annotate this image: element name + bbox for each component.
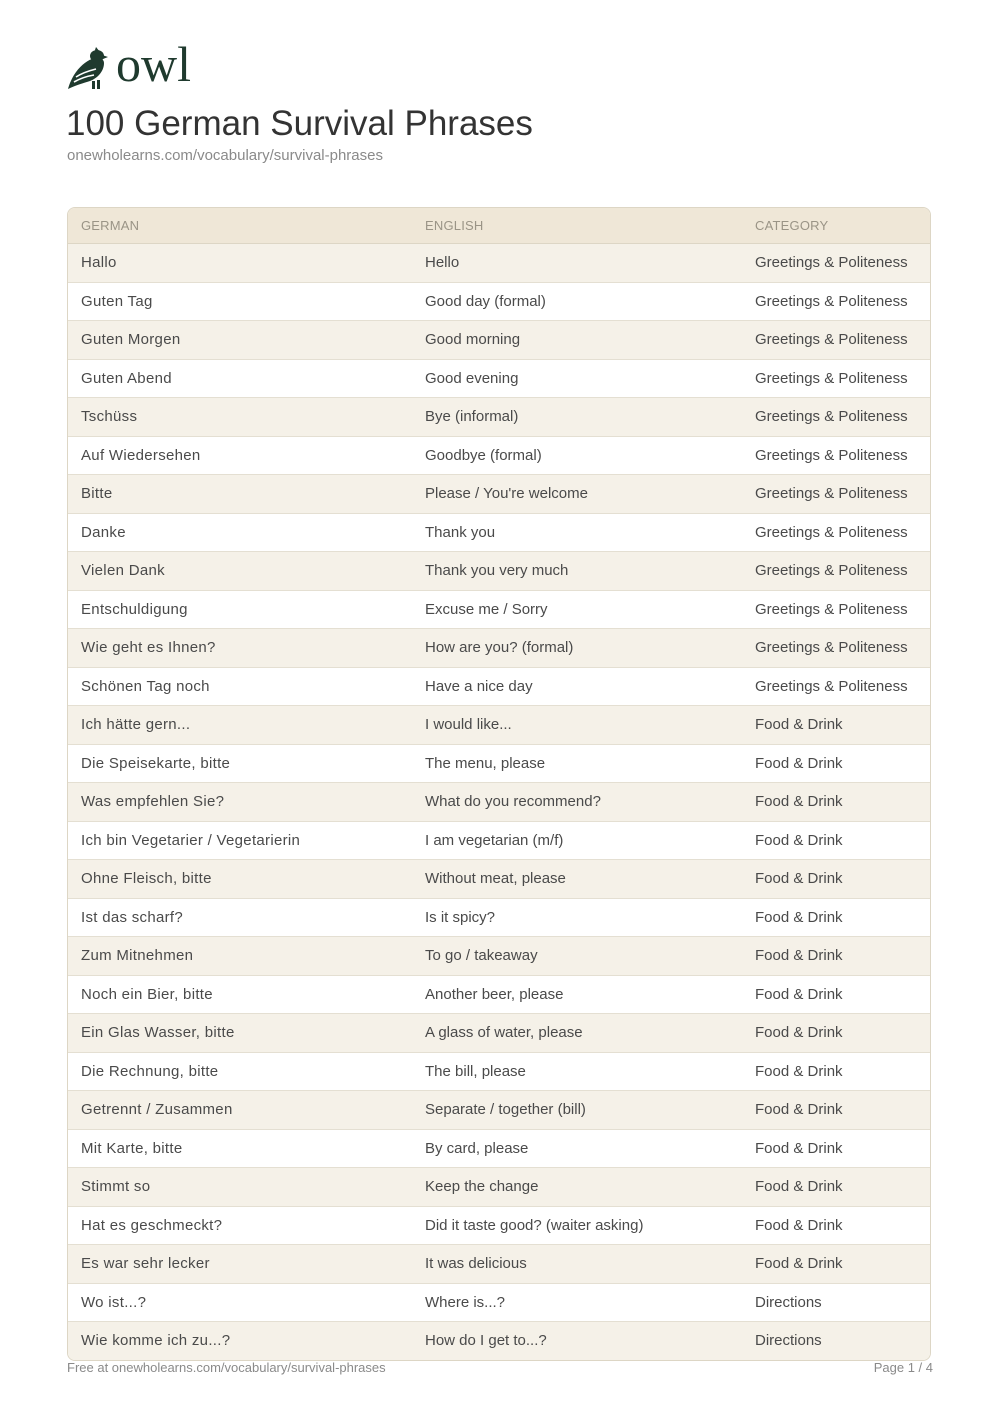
german-cell: Ist das scharf?	[68, 898, 412, 937]
german-cell: Getrennt / Zusammen	[68, 1091, 412, 1130]
german-cell: Die Speisekarte, bitte	[68, 744, 412, 783]
category-cell: Greetings & Politeness	[742, 475, 930, 514]
table-row	[68, 244, 930, 283]
english-cell: Separate / together (bill)	[412, 1091, 742, 1130]
german-cell: Was empfehlen Sie?	[68, 783, 412, 822]
german-cell: Hallo	[68, 244, 412, 283]
category-cell: Greetings & Politeness	[742, 321, 930, 360]
table-header-row	[68, 208, 930, 244]
category-cell: Food & Drink	[742, 860, 930, 899]
german-cell: Ohne Fleisch, bitte	[68, 860, 412, 899]
owl-icon	[66, 45, 112, 91]
english-cell: Did it taste good? (waiter asking)	[412, 1206, 742, 1245]
english-cell: Thank you very much	[412, 552, 742, 591]
german-cell: Noch ein Bier, bitte	[68, 975, 412, 1014]
english-cell: A glass of water, please	[412, 1014, 742, 1053]
table-row	[68, 552, 930, 591]
phrases-table	[67, 207, 931, 1361]
category-cell: Greetings & Politeness	[742, 359, 930, 398]
table-row	[68, 629, 930, 668]
english-cell: It was delicious	[412, 1245, 742, 1284]
table-row	[68, 513, 930, 552]
table-row	[68, 398, 930, 437]
table-row	[68, 475, 930, 514]
german-cell: Guten Morgen	[68, 321, 412, 360]
category-cell: Food & Drink	[742, 1014, 930, 1053]
english-cell: What do you recommend?	[412, 783, 742, 822]
category-cell: Food & Drink	[742, 783, 930, 822]
german-cell: Vielen Dank	[68, 552, 412, 591]
table-row	[68, 898, 930, 937]
table-row	[68, 321, 930, 360]
category-cell: Food & Drink	[742, 821, 930, 860]
category-cell: Food & Drink	[742, 1245, 930, 1284]
english-cell: Is it spicy?	[412, 898, 742, 937]
english-cell: Hello	[412, 244, 742, 283]
category-cell: Greetings & Politeness	[742, 552, 930, 591]
table-row	[68, 975, 930, 1014]
category-cell: Food & Drink	[742, 744, 930, 783]
english-cell: Without meat, please	[412, 860, 742, 899]
footer-source-link: Free at onewholearns.com/vocabulary/survival-phrases	[67, 1360, 386, 1375]
german-cell: Stimmt so	[68, 1168, 412, 1207]
table-row	[68, 1322, 930, 1360]
german-cell: Es war sehr lecker	[68, 1245, 412, 1284]
table-row	[68, 1168, 930, 1207]
english-cell: Where is...?	[412, 1283, 742, 1322]
table-row	[68, 436, 930, 475]
english-cell: Thank you	[412, 513, 742, 552]
german-cell: Danke	[68, 513, 412, 552]
table-row	[68, 1206, 930, 1245]
german-cell: Tschüss	[68, 398, 412, 437]
category-cell: Food & Drink	[742, 706, 930, 745]
english-cell: Good day (formal)	[412, 282, 742, 321]
category-cell: Directions	[742, 1283, 930, 1322]
english-cell: I would like...	[412, 706, 742, 745]
german-cell: Wie geht es Ihnen?	[68, 629, 412, 668]
table-row	[68, 860, 930, 899]
table-row	[68, 1052, 930, 1091]
category-cell: Food & Drink	[742, 1206, 930, 1245]
category-cell: Food & Drink	[742, 1052, 930, 1091]
brand-name: owl	[116, 36, 191, 92]
page-title: 100 German Survival Phrases	[66, 104, 533, 143]
german-cell: Wo ist...?	[68, 1283, 412, 1322]
category-cell: Directions	[742, 1322, 930, 1360]
english-cell: Another beer, please	[412, 975, 742, 1014]
table-row	[68, 667, 930, 706]
category-cell: Food & Drink	[742, 898, 930, 937]
brand-logo	[66, 36, 191, 92]
category-cell: Greetings & Politeness	[742, 590, 930, 629]
german-cell: Die Rechnung, bitte	[68, 1052, 412, 1091]
category-cell: Food & Drink	[742, 1168, 930, 1207]
table-row	[68, 1245, 930, 1284]
german-cell: Entschuldigung	[68, 590, 412, 629]
table-row	[68, 359, 930, 398]
english-cell: The menu, please	[412, 744, 742, 783]
german-cell: Zum Mitnehmen	[68, 937, 412, 976]
german-cell: Wie komme ich zu...?	[68, 1322, 412, 1360]
table-row	[68, 1129, 930, 1168]
table-row	[68, 744, 930, 783]
german-cell: Auf Wiedersehen	[68, 436, 412, 475]
english-cell: How do I get to...?	[412, 1322, 742, 1360]
category-cell: Greetings & Politeness	[742, 282, 930, 321]
column-header-german: GERMAN	[68, 208, 412, 244]
english-cell: To go / takeaway	[412, 937, 742, 976]
category-cell: Food & Drink	[742, 1091, 930, 1130]
category-cell: Greetings & Politeness	[742, 436, 930, 475]
category-cell: Greetings & Politeness	[742, 244, 930, 283]
table-row	[68, 821, 930, 860]
english-cell: I am vegetarian (m/f)	[412, 821, 742, 860]
page-url: onewholearns.com/vocabulary/survival-phrases	[67, 147, 383, 164]
column-header-english: ENGLISH	[412, 208, 742, 244]
column-header-category: CATEGORY	[742, 208, 930, 244]
category-cell: Greetings & Politeness	[742, 513, 930, 552]
table-row	[68, 282, 930, 321]
table-row	[68, 706, 930, 745]
german-cell: Guten Tag	[68, 282, 412, 321]
english-cell: Good evening	[412, 359, 742, 398]
table-row	[68, 783, 930, 822]
table-row	[68, 1014, 930, 1053]
german-cell: Ein Glas Wasser, bitte	[68, 1014, 412, 1053]
german-cell: Guten Abend	[68, 359, 412, 398]
page-number: Page 1 / 4	[873, 1360, 933, 1375]
category-cell: Greetings & Politeness	[742, 629, 930, 668]
table-row	[68, 1091, 930, 1130]
category-cell: Food & Drink	[742, 1129, 930, 1168]
english-cell: Good morning	[412, 321, 742, 360]
category-cell: Food & Drink	[742, 975, 930, 1014]
german-cell: Mit Karte, bitte	[68, 1129, 412, 1168]
english-cell: Have a nice day	[412, 667, 742, 706]
category-cell: Greetings & Politeness	[742, 398, 930, 437]
english-cell: Goodbye (formal)	[412, 436, 742, 475]
english-cell: How are you? (formal)	[412, 629, 742, 668]
english-cell: By card, please	[412, 1129, 742, 1168]
category-cell: Food & Drink	[742, 937, 930, 976]
german-cell: Bitte	[68, 475, 412, 514]
english-cell: Bye (informal)	[412, 398, 742, 437]
german-cell: Ich bin Vegetarier / Vegetarierin	[68, 821, 412, 860]
category-cell: Greetings & Politeness	[742, 667, 930, 706]
table-row	[68, 590, 930, 629]
english-cell: Keep the change	[412, 1168, 742, 1207]
english-cell: The bill, please	[412, 1052, 742, 1091]
german-cell: Schönen Tag noch	[68, 667, 412, 706]
table-row	[68, 937, 930, 976]
table-row	[68, 1283, 930, 1322]
german-cell: Ich hätte gern...	[68, 706, 412, 745]
german-cell: Hat es geschmeckt?	[68, 1206, 412, 1245]
english-cell: Excuse me / Sorry	[412, 590, 742, 629]
english-cell: Please / You're welcome	[412, 475, 742, 514]
